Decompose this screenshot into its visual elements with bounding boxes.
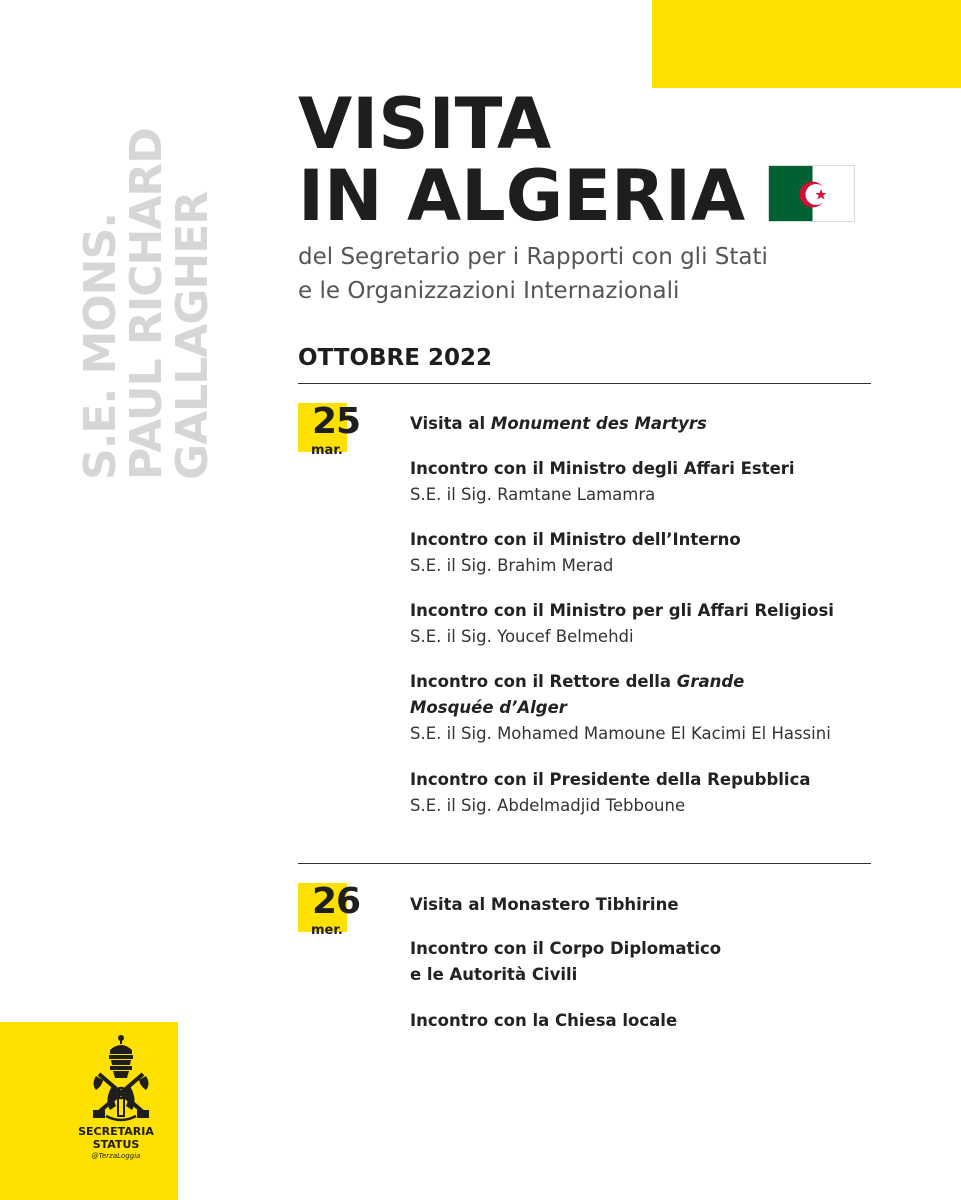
event-subtitle: S.E. il Sig. Abdelmadjid Tebboune [410, 796, 686, 815]
side-name-line-1: S.E. MONS. [75, 213, 126, 480]
event-title: Incontro con il Ministro dell’Interno [410, 530, 741, 549]
event-title-text: Incontro con il Rettore della [410, 672, 677, 691]
event-title-italic: Monument des Martyrs [490, 414, 707, 433]
divider-day [298, 863, 871, 864]
title-line-2: IN ALGERIA [298, 155, 746, 237]
event-title: Incontro con il Corpo Diplomatico [410, 939, 722, 958]
divider-top [298, 383, 871, 384]
papal-emblem-icon [84, 1034, 158, 1126]
month-heading: OTTOBRE 2022 [298, 345, 492, 371]
event-title [410, 411, 870, 437]
vertical-side-name [75, 60, 228, 480]
event-title [410, 669, 870, 695]
yellow-corner-block [652, 0, 961, 88]
side-name-line-2: PAUL RICHARD [121, 128, 172, 480]
event-title-italic: Grande [676, 672, 745, 691]
day-of-week: mer. [311, 923, 343, 938]
subtitle-line-1: del Segretario per i Rapporti con gli Stati [298, 244, 768, 270]
event-subtitle: S.E. il Sig. Youcef Belmehdi [410, 627, 634, 646]
title-line-1: VISITA [298, 83, 552, 165]
subtitle [298, 240, 768, 308]
papal-emblem-graphic [84, 1034, 158, 1126]
event-item [410, 936, 870, 988]
event-item [410, 411, 870, 437]
emblem-caption [60, 1125, 172, 1161]
event-item [410, 527, 870, 579]
event-title: Incontro con il Ministro degli Affari Esteri [410, 459, 795, 478]
day-of-week: mar. [311, 443, 343, 458]
event-item [410, 767, 870, 819]
emblem-line-2: STATUS [92, 1138, 140, 1151]
event-item [410, 456, 870, 508]
emblem-line-1: SECRETARIA [78, 1125, 154, 1138]
algeria-flag-icon [768, 165, 855, 222]
event-title: Incontro con la Chiesa locale [410, 1011, 678, 1030]
subtitle-line-2: e le Organizzazioni Internazionali [298, 278, 680, 304]
event-item [410, 892, 870, 918]
event-title-italic: Mosquée d’Alger [410, 698, 567, 717]
event-item [410, 669, 870, 747]
day-badge-26 [298, 881, 361, 938]
event-subtitle: S.E. il Sig. Mohamed Mamoune El Kacimi El Hassini [410, 724, 831, 743]
event-title-line-2 [410, 695, 870, 721]
side-name-line-3: GALLAGHER [167, 191, 218, 480]
event-title: Incontro con il Presidente della Repubblica [410, 770, 811, 789]
event-item [410, 1008, 870, 1034]
event-subtitle: S.E. il Sig. Brahim Merad [410, 556, 614, 575]
event-title-text: Visita al [410, 414, 491, 433]
page-title [298, 83, 746, 237]
event-title-line-2: e le Autorità Civili [410, 965, 578, 984]
day-number: 25 [312, 401, 361, 442]
emblem-handle: @TerzaLoggia [91, 1152, 141, 1160]
event-subtitle: S.E. il Sig. Ramtane Lamamra [410, 485, 656, 504]
event-title: Incontro con il Ministro per gli Affari Religiosi [410, 601, 834, 620]
event-item [410, 598, 870, 650]
algeria-flag-graphic [769, 166, 855, 222]
event-title: Visita al Monastero Tibhirine [410, 895, 679, 914]
day-badge-25 [298, 401, 361, 458]
day-number: 26 [312, 881, 361, 922]
